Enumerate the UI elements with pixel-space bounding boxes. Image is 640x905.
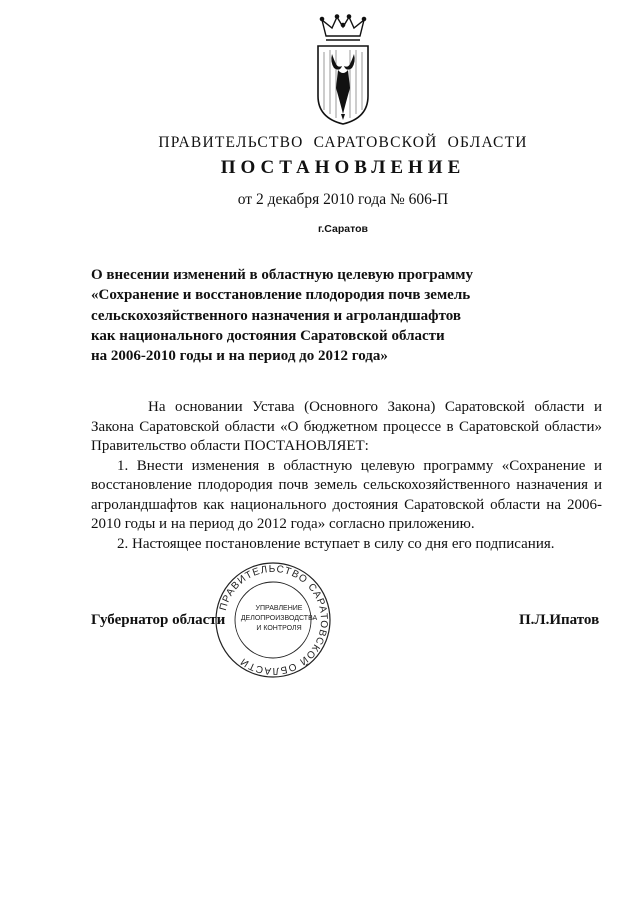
stamp-inner-line: И КОНТРОЛЯ [256, 625, 302, 632]
subject-line: «Сохранение и восстановление плодородия почв земель [91, 287, 471, 304]
body-intro-paragraph: На основании Устава (Основного Закона) Саратовской области и Закона Саратовской области «О бюджетном процессе в Саратовской области» Правительство области ПОСТАНОВЛЯЕТ: [91, 399, 602, 454]
signatory-position: Губернатор области [91, 612, 226, 628]
document-date-number: от 2 декабря 2010 года № 606-П [237, 191, 449, 208]
document-body [91, 398, 602, 554]
subject-line: О внесении изменений в областную целевую программу [91, 267, 474, 283]
subject-line: сельскохозяйственного назначения и агроландшафтов [91, 307, 461, 324]
coat-of-arms-emblem [312, 14, 374, 126]
document-subject [91, 265, 483, 366]
body-item-paragraph: 2. Настоящее постановление вступает в силу со дня его подписания. [117, 535, 555, 552]
signatory-name: П.Л.Ипатов [519, 612, 600, 628]
document-place: г.Саратов [318, 223, 368, 235]
stamp-inner-line: ДЕЛОПРОИЗВОДСТВА [240, 615, 318, 622]
stamp-inner-line: УПРАВЛЕНИЕ [255, 605, 303, 612]
body-item-paragraph: 1. Внести изменения в областную целевую программу «Сохранение и восстановление плодородия почв земель сельскохозяйственного назначения и агроландшафтов как национального достояния Саратовской области на 2006-2010 годы и на период до 2012 года» согласно приложению. [91, 457, 602, 532]
stamp-ring-text: ПРАВИТЕЛЬСТВО САРАТОВСКОЙ ОБЛАСТИ [217, 563, 330, 677]
document-type-title: ПОСТАНОВЛЕНИЕ [220, 157, 466, 178]
government-name: ПРАВИТЕЛЬСТВО САРАТОВСКОЙ ОБЛАСТИ [158, 134, 528, 151]
subject-line: как национального достояния Саратовской области [91, 327, 445, 344]
subject-line: на 2006-2010 годы и на период до 2012 года» [91, 348, 388, 365]
stamp-inner-text [239, 604, 319, 634]
